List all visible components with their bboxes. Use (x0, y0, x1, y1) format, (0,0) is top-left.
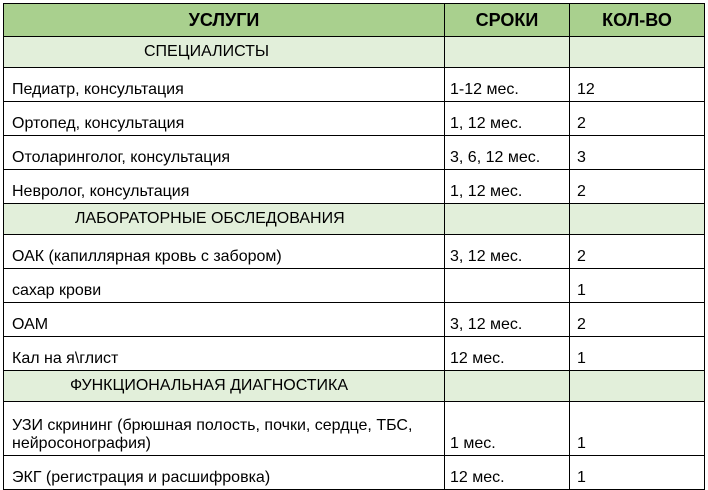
term-cell: 1-12 мес. (445, 68, 570, 102)
term-cell: 12 мес. (445, 456, 570, 490)
term-cell (445, 269, 570, 303)
term-cell: 3, 12 мес. (445, 303, 570, 337)
section-title: ЛАБОРАТОРНЫЕ ОБСЛЕДОВАНИЯ (4, 204, 445, 235)
quantity-cell: 2 (570, 303, 705, 337)
quantity-cell: 2 (570, 235, 705, 269)
term-cell: 3, 6, 12 мес. (445, 136, 570, 170)
quantity-cell: 3 (570, 136, 705, 170)
table-row (4, 235, 705, 269)
quantity-cell: 1 (570, 456, 705, 490)
section-empty-cell (445, 37, 570, 68)
header-terms: СРОКИ (445, 4, 570, 37)
service-cell: сахар крови (4, 269, 445, 303)
term-cell: 1, 12 мес. (445, 102, 570, 136)
section-title: ФУНКЦИОНАЛЬНАЯ ДИАГНОСТИКА (4, 371, 445, 402)
section-empty-cell (570, 371, 705, 402)
term-cell: 12 мес. (445, 337, 570, 371)
service-cell: УЗИ скрининг (брюшная полость, почки, сердце, ТБС, нейросонография) (4, 402, 445, 456)
table-row (4, 136, 705, 170)
service-cell: ЭКГ (регистрация и расшифровка) (4, 456, 445, 490)
table-row (4, 170, 705, 204)
table-row (4, 456, 705, 490)
section-empty-cell (445, 371, 570, 402)
service-cell: ОАМ (4, 303, 445, 337)
section-row-specialists (4, 37, 705, 68)
quantity-cell: 1 (570, 269, 705, 303)
section-row-laboratory (4, 204, 705, 235)
term-cell: 1 мес. (445, 402, 570, 456)
service-cell: Невролог, консультация (4, 170, 445, 204)
table-row (4, 402, 705, 456)
quantity-cell: 1 (570, 337, 705, 371)
quantity-cell: 2 (570, 170, 705, 204)
header-services: УСЛУГИ (4, 4, 445, 37)
table-row (4, 269, 705, 303)
header-quantity: КОЛ-ВО (570, 4, 705, 37)
table-row (4, 68, 705, 102)
header-row (4, 4, 705, 37)
services-table (3, 3, 705, 490)
term-cell: 1, 12 мес. (445, 170, 570, 204)
section-empty-cell (445, 204, 570, 235)
quantity-cell: 2 (570, 102, 705, 136)
service-cell: Педиатр, консультация (4, 68, 445, 102)
quantity-cell: 1 (570, 402, 705, 456)
table-row (4, 337, 705, 371)
section-empty-cell (570, 204, 705, 235)
service-cell: Кал на я\глист (4, 337, 445, 371)
service-cell: ОАК (капиллярная кровь с забором) (4, 235, 445, 269)
table-row (4, 102, 705, 136)
section-title: СПЕЦИАЛИСТЫ (4, 37, 445, 68)
table-row (4, 303, 705, 337)
service-cell: Отоларинголог, консультация (4, 136, 445, 170)
section-empty-cell (570, 37, 705, 68)
service-cell: Ортопед, консультация (4, 102, 445, 136)
quantity-cell: 12 (570, 68, 705, 102)
section-row-diagnostics (4, 371, 705, 402)
term-cell: 3, 12 мес. (445, 235, 570, 269)
